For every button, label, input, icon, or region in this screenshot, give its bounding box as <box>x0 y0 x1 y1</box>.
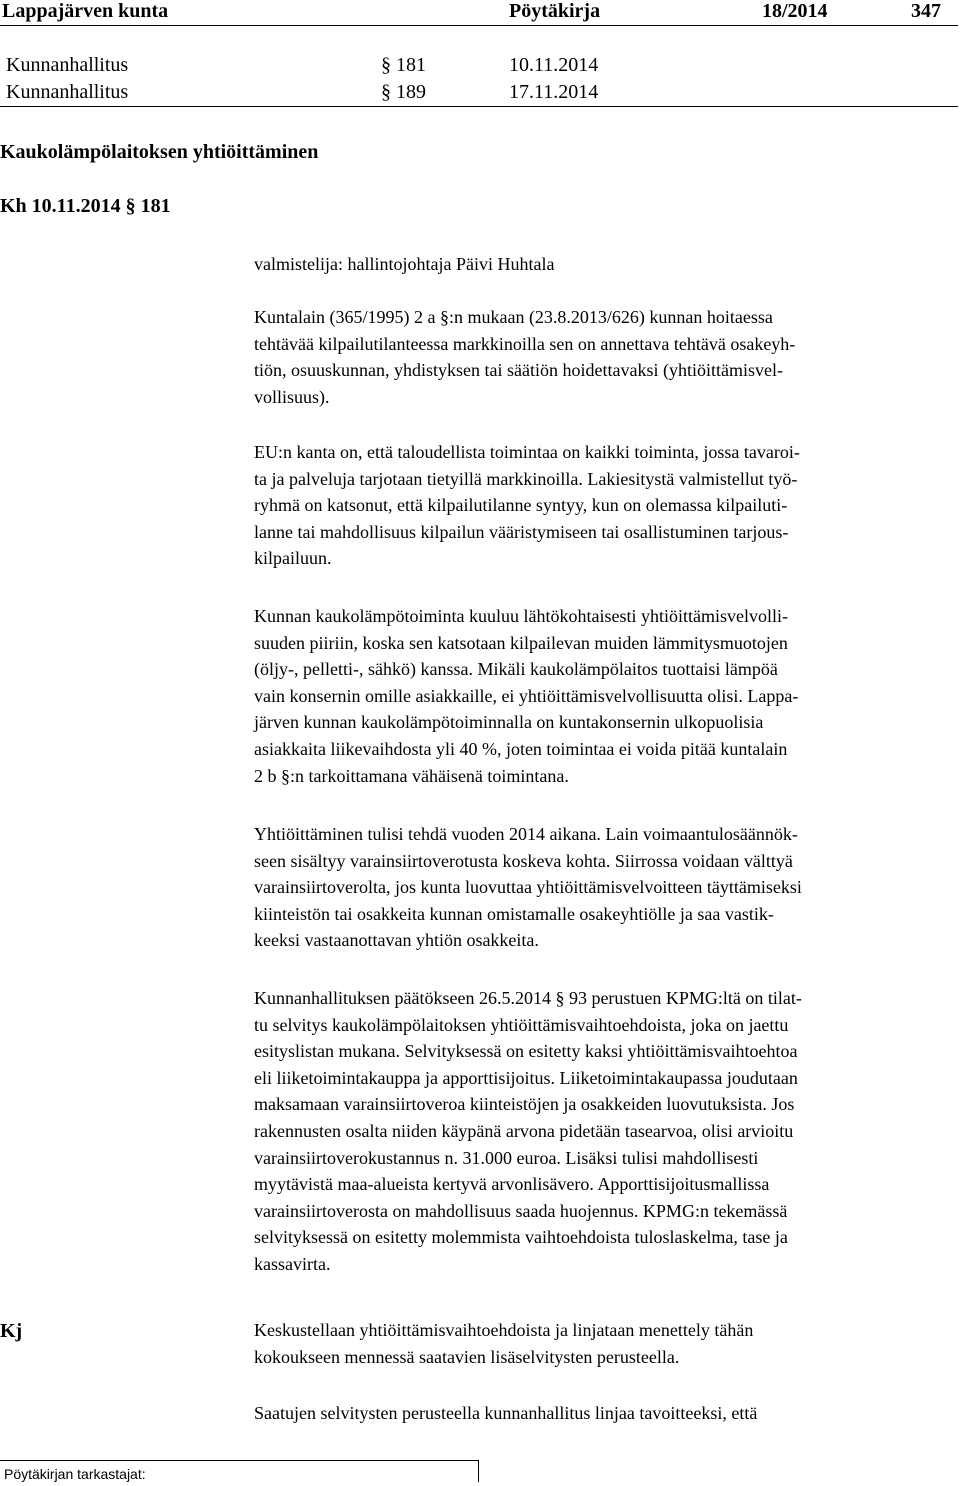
header-doc-type: Pöytäkirja <box>509 0 601 22</box>
paragraph-line: tu selvitys kaukolämpölaitoksen yhtiöittämisvaihtoehdoista, joka on jaettu <box>254 1014 789 1035</box>
paragraph-line: vollisuus). <box>254 386 330 407</box>
kj-paragraph <box>254 1317 960 1370</box>
meeting-section: § 181 <box>381 54 426 76</box>
paragraph-line: Keskustellaan yhtiöittämisvaihtoehdoista ja linjataan menettely tähän <box>254 1320 754 1340</box>
paragraph-line: kokoukseen mennessä saatavien lisäselvitysten perusteella. <box>254 1346 680 1367</box>
paragraph-line: selvityksessä on esitetty molemmista vaihtoehdoista tuloslaskelma, tase ja <box>254 1227 788 1248</box>
paragraph-line: rakennusten osalta niiden käypänä arvona pidetään tasearvoa, olisi arvioitu <box>254 1120 794 1141</box>
meeting-row <box>0 54 960 76</box>
paragraph-line: tiön, osuuskunnan, yhdistyksen tai säätiön hoidettavaksi (yhtiöittämisvel- <box>254 360 783 381</box>
meeting-body: Kunnanhallitus <box>6 81 129 103</box>
header-municipality: Lappajärven kunta <box>2 0 169 22</box>
paragraph <box>254 821 960 954</box>
paragraph-line: Kuntalain (365/1995) 2 a §:n mukaan (23.8.2013/626) kunnan hoitaessa <box>254 307 773 327</box>
paragraph-line: suuden piiriin, koska sen katsotaan kilpailevan muiden lämmitysmuotojen <box>254 632 788 653</box>
meeting-date: 10.11.2014 <box>509 54 599 76</box>
paragraph-line: eli liiketoimintakauppa ja apporttisijoitus. Liiketoimintakaupassa joudutaan <box>254 1067 798 1088</box>
meeting-rule <box>0 106 958 107</box>
meeting-row <box>0 81 960 103</box>
signature-box-edge <box>478 1460 479 1482</box>
item-title: Kaukolämpölaitoksen yhtiöittäminen <box>0 141 319 163</box>
paragraph-line: ryhmä on katsonut, että kilpailutilanne syntyy, kun on olemassa kilpailuti- <box>254 495 788 516</box>
paragraph-line: vain konsernin omille asiakkaille, ei yhtiöittämisvelvollisuutta olisi. Lappa- <box>254 685 799 706</box>
paragraph-line: asiakkaita liikevaihdosta yli 40 %, joten toimintaa ei voida pitää kuntalain <box>254 738 788 759</box>
kj-label: Kj <box>0 1320 23 1342</box>
meeting-section: § 189 <box>381 81 426 103</box>
paragraph-line: Kunnan kaukolämpötoiminta kuuluu lähtökohtaisesti yhtiöittämisvelvolli- <box>254 606 788 626</box>
paragraph <box>254 439 960 572</box>
page-footer <box>0 1460 480 1486</box>
paragraph-line: kassavirta. <box>254 1253 331 1274</box>
paragraph-line: Saatujen selvitysten perusteella kunnanhallitus linjaa tavoitteeksi, että <box>254 1403 758 1423</box>
paragraph <box>254 985 960 1278</box>
paragraph-line: esityslistan mukana. Selvityksessä on esitetty kaksi yhtiöittämisvaihtoehtoa <box>254 1041 798 1062</box>
paragraph-line: kilpailuun. <box>254 548 332 569</box>
meeting-body: Kunnanhallitus <box>6 54 129 76</box>
paragraph-line: keeksi vastaanottavan yhtiön osakkeita. <box>254 930 539 951</box>
paragraph <box>254 304 960 410</box>
paragraph-line: järven kunnan kaukolämpötoiminnalla on kuntakonsernin ulkopuolisia <box>254 712 764 733</box>
paragraph-line: ta ja palveluja tarjotaan tietyillä markkinoilla. Lakiesitystä valmistellut työ- <box>254 468 798 489</box>
reviewers-label: Pöytäkirjan tarkastajat: <box>4 1466 146 1482</box>
paragraph-line: 2 b §:n tarkoittamana vähäisenä toimintana. <box>254 765 569 786</box>
header-page-number: 347 <box>911 0 941 22</box>
paragraph-line: kiinteistön tai osakkeita kunnan omistamalle osakeyhtiölle ja saa vastik- <box>254 903 774 924</box>
paragraph-line: varainsiirtoverokustannus n. 31.000 euroa. Lisäksi tulisi mahdollisesti <box>254 1147 759 1168</box>
kh-heading: Kh 10.11.2014 § 181 <box>0 195 171 217</box>
header-rule <box>0 25 958 26</box>
paragraph-line: maksamaan varainsiirtoveroa kiinteistöjen ja osakkeiden luovutuksista. Jos <box>254 1094 795 1115</box>
footer-rule <box>0 1460 479 1461</box>
paragraph-line: Yhtiöittäminen tulisi tehdä vuoden 2014 aikana. Lain voimaantulosäännök- <box>254 824 798 844</box>
paragraph-line: EU:n kanta on, että taloudellista toimintaa on kaikki toiminta, jossa tavaroi- <box>254 442 800 462</box>
preparer-text: valmistelija: hallintojohtaja Päivi Huhtala <box>254 254 555 274</box>
kj-paragraph <box>254 1400 960 1427</box>
header-issue: 18/2014 <box>762 0 828 22</box>
meeting-date: 17.11.2014 <box>509 81 599 103</box>
paragraph-line: myytävistä maa-alueista kertyvä arvonlisävero. Apporttisijoitusmallissa <box>254 1174 770 1195</box>
paragraph-line: Kunnanhallituksen päätökseen 26.5.2014 § 93 perustuen KPMG:ltä on tilat- <box>254 988 802 1008</box>
paragraph-line: tehtävää kilpailutilanteessa markkinoilla sen on annettava tehtävä osakeyh- <box>254 333 796 354</box>
paragraph-line: varainsiirtoverosta on mahdollisuus saada huojennus. KPMG:n tekemässä <box>254 1200 788 1221</box>
paragraph <box>254 603 960 789</box>
preparer-line <box>254 251 960 278</box>
paragraph-line: (öljy-, pelletti-, sähkö) kanssa. Mikäli kaukolämpölaitos tuottaisi lämpöä <box>254 659 778 680</box>
paragraph-line: varainsiirtoverolta, jos kunta luovuttaa yhtiöittämisvelvoitteen täyttämiseksi <box>254 877 802 898</box>
paragraph-line: seen sisältyy varainsiirtoverotusta koskeva kohta. Siirrossa voidaan välttyä <box>254 850 793 871</box>
page-header <box>0 0 960 24</box>
paragraph-line: lanne tai mahdollisuus kilpailun vääristymiseen tai osallistuminen tarjous- <box>254 521 789 542</box>
